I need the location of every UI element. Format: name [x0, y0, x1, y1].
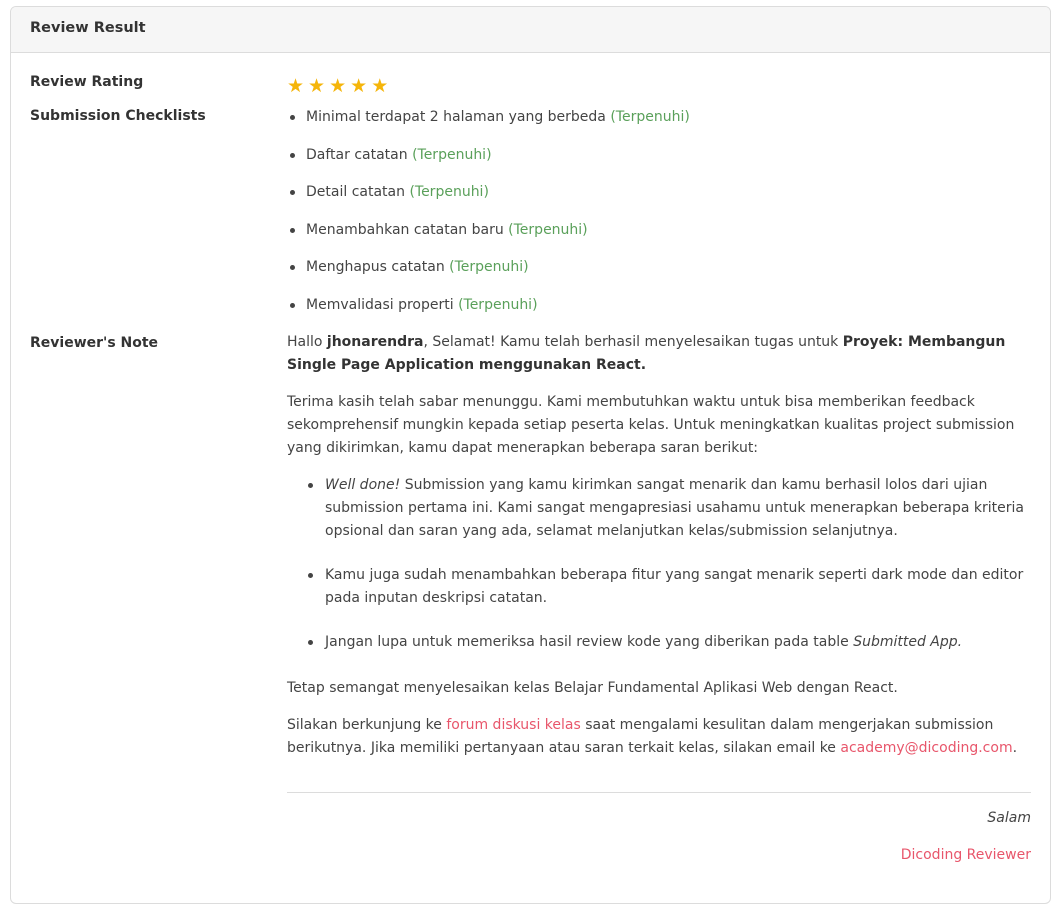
divider [287, 792, 1031, 793]
star-icon: ★ [308, 75, 326, 97]
salam-text: Salam [987, 810, 1031, 826]
status-fulfilled: (Terpenuhi) [449, 259, 529, 275]
star-icon: ★ [329, 75, 347, 97]
rating-stars [287, 77, 1031, 96]
note-visit: Silakan berkunjung ke forum diskusi kelas saat mengalami kesulitan dalam mengerjakan submission berikutnya. Jika memiliki pertanyaan atau saran terkait kelas, silakan email ke academy@dicoding.com. [287, 717, 1018, 756]
star-icon: ★ [287, 75, 305, 97]
star-icon: ★ [350, 75, 368, 97]
review-result-card [10, 6, 1051, 904]
status-fulfilled: (Terpenuhi) [508, 221, 588, 238]
note-label: Reviewer's Note [30, 335, 159, 351]
card-header-title: Review Result [11, 7, 1050, 53]
checklist-item: Menambahkan catatan baru (Terpenuhi) [287, 221, 1031, 239]
rating-label: Review Rating [30, 74, 144, 90]
status-fulfilled: (Terpenuhi) [458, 296, 538, 313]
note-intro: Terima kasih telah sabar menunggu. Kami membutuhkan waktu untuk bisa memberikan feedback sekomprehensif mungkin kepada setiap peserta kelas. Untuk meningkatkan kualitas project submission yang dikirimkan, kamu dapat menerapkan beberapa saran berikut: [287, 394, 1015, 456]
status-fulfilled: (Terpenuhi) [610, 109, 690, 125]
checklist-item: Detail catatan (Terpenuhi) [287, 183, 1031, 201]
forum-link[interactable]: forum diskusi kelas [446, 717, 581, 733]
username: jhonarendra [326, 334, 424, 350]
checklist-item: Daftar catatan (Terpenuhi) [287, 146, 1031, 164]
suggestion-item: Well done! Submission yang kamu kirimkan sangat menarik dan kamu berhasil lolos dari ujian submission pertama ini. Kami sangat mengapresiasi usahamu untuk menerapkan beberapa kriteria opsional dan saran yang ada, selamat melanjutkan kelas/submission selanjutnya. [325, 474, 1031, 543]
status-fulfilled: (Terpenuhi) [412, 146, 492, 163]
checklist-item: Minimal terdapat 2 halaman yang berbeda (Terpenuhi) [287, 108, 1031, 126]
suggestion-item: Kamu juga sudah menambahkan beberapa fitur yang sangat menarik seperti dark mode dan editor pada inputan deskripsi catatan. [325, 564, 1031, 610]
note-divider-row [30, 792, 1031, 793]
reviewer-note [287, 331, 1031, 760]
checklist-item: Menghapus catatan (Terpenuhi) [287, 258, 1031, 276]
email-link[interactable]: academy@dicoding.com [840, 740, 1013, 756]
reviewer-signature: Dicoding Reviewer [900, 847, 1031, 863]
star-icon: ★ [371, 75, 389, 97]
checklist-item: Memvalidasi properti (Terpenuhi) [287, 296, 1031, 314]
project-name: Proyek: Membangun Single Page Application menggunakan React. [287, 334, 1006, 373]
status-fulfilled: (Terpenuhi) [409, 184, 489, 200]
note-greeting: Hallo jhonarendra, Selamat! Kamu telah berhasil menyelesaikan tugas untuk Proyek: Membangun Single Page Application menggunakan React. [287, 334, 1006, 373]
note-closing: Tetap semangat menyelesaikan kelas Belajar Fundamental Aplikasi Web dengan React. [287, 680, 898, 696]
suggestion-item: Jangan lupa untuk memeriksa hasil review kode yang diberikan pada table Submitted App. [325, 631, 1031, 654]
checklist [287, 108, 1031, 333]
checklist-label: Submission Checklists [30, 108, 206, 124]
